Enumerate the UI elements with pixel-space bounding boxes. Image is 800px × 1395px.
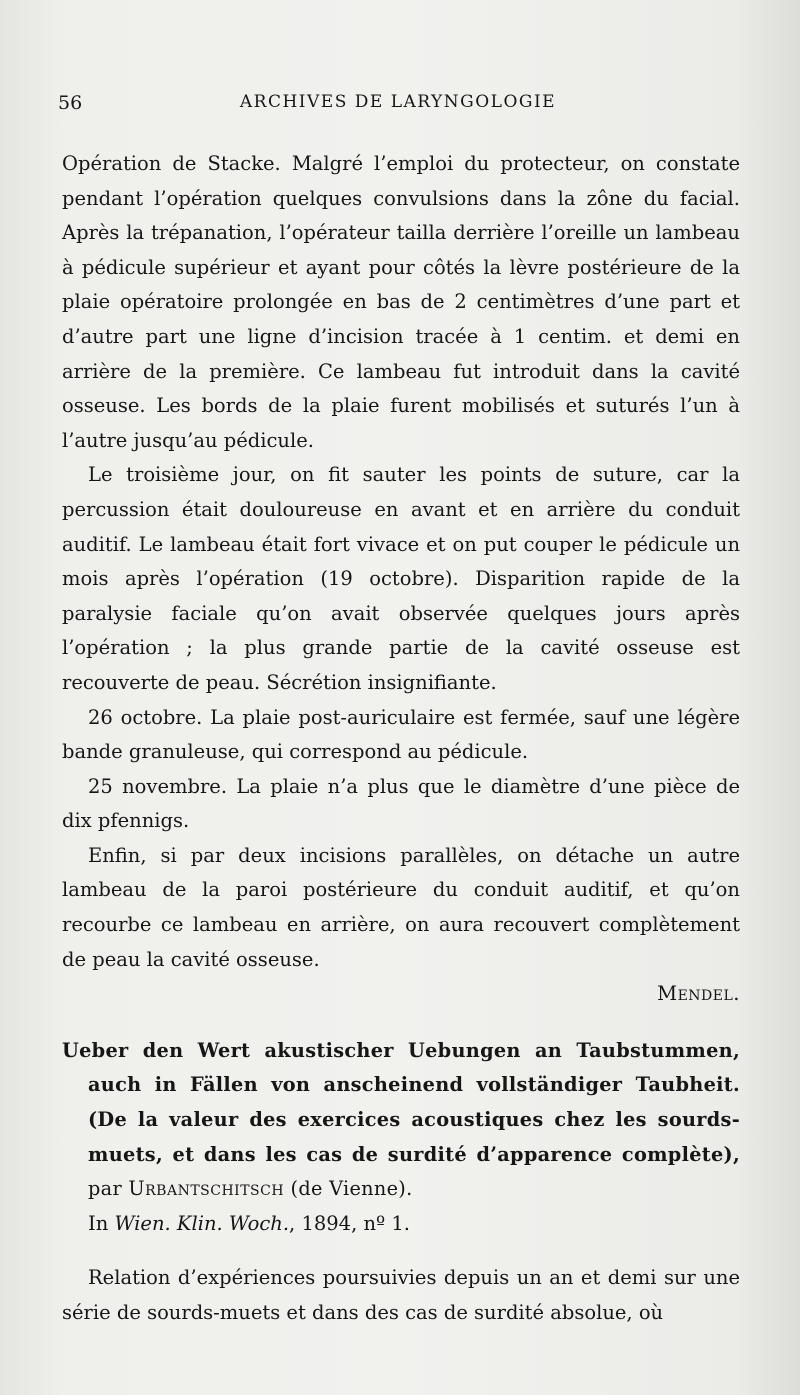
- paragraph-conclusion: Enfin, si par deux incisions parallèles, on détache un autre lambeau de la paroi postérieure du conduit auditif, et qu’on recourbe ce lambeau en arrière, on aura recouvert complètement de peau la cavité osseuse.: [62, 843, 740, 971]
- article-heading: [62, 1034, 740, 1207]
- article-citation: [62, 1207, 740, 1242]
- article-abstract: Relation d’expériences poursuivies depuis un an et demi sur une série de sourds-muets et dans des cas de surdité absolue, où: [62, 1266, 740, 1324]
- journal-name: Wien. Klin. Woch.: [114, 1211, 290, 1235]
- page-number: 56: [58, 92, 83, 114]
- article-author: Urbantschitsch: [128, 1177, 285, 1201]
- paragraph-operation: Opération de Stacke. Malgré l’emploi du protecteur, on constate pendant l’opération quelques convulsions dans la zône du facial. Après la trépanation, l’opérateur tailla derrière l’oreille un lambeau à pédicule supérieur et ayant pour côtés la lèvre postérieure de la plaie opératoire prolongée en bas de 2 centimètres d’une part et d’autre part une ligne d’incision tracée à 1 centim. et demi en arrière de la première. Ce lambeau fut introduit dans la cavité osseuse. Les bords de la plaie furent mobilisés et suturés l’un à l’autre jusqu’au pédicule.: [62, 152, 740, 452]
- paragraph-october: 26 octobre. La plaie post-auriculaire est fermée, sauf une légère bande granuleuse, qui correspond au pédicule.: [62, 705, 740, 764]
- article-title: Ueber den Wert akustischer Uebungen an Taubstummen, auch in Fällen von anscheinend vollständiger Taubheit. (De la valeur des exercices acoustiques chez les sourds-muets, et dans les cas de surdité d’apparence complète),: [62, 1038, 740, 1166]
- citation-prefix: In: [88, 1211, 115, 1235]
- citation-details: , 1894, nº 1.: [289, 1211, 410, 1235]
- page-header: [58, 92, 738, 120]
- paragraph-november: 25 novembre. La plaie n’a plus que le diamètre d’une pièce de dix pfennigs.: [62, 774, 740, 833]
- article-by: par: [88, 1177, 129, 1201]
- article-author-place: (de Vienne).: [284, 1177, 413, 1201]
- author-signature: Mendel.: [657, 982, 740, 1006]
- running-title: ARCHIVES DE LARYNGOLOGIE: [239, 92, 557, 112]
- paragraph-third-day: Le troisième jour, on fit sauter les points de suture, car la percussion était douloureuse en avant et en arrière du conduit auditif. Le lambeau était fort vivace et on put couper le pédicule un mois après l’opération (19 octobre). Disparition rapide de la paralysie faciale qu’on avait observée quelques jours après l’opération ; la plus grande partie de la cavité osseuse est recouverte de peau. Sécrétion insignifiante.: [62, 463, 740, 694]
- body-text: [62, 147, 740, 1331]
